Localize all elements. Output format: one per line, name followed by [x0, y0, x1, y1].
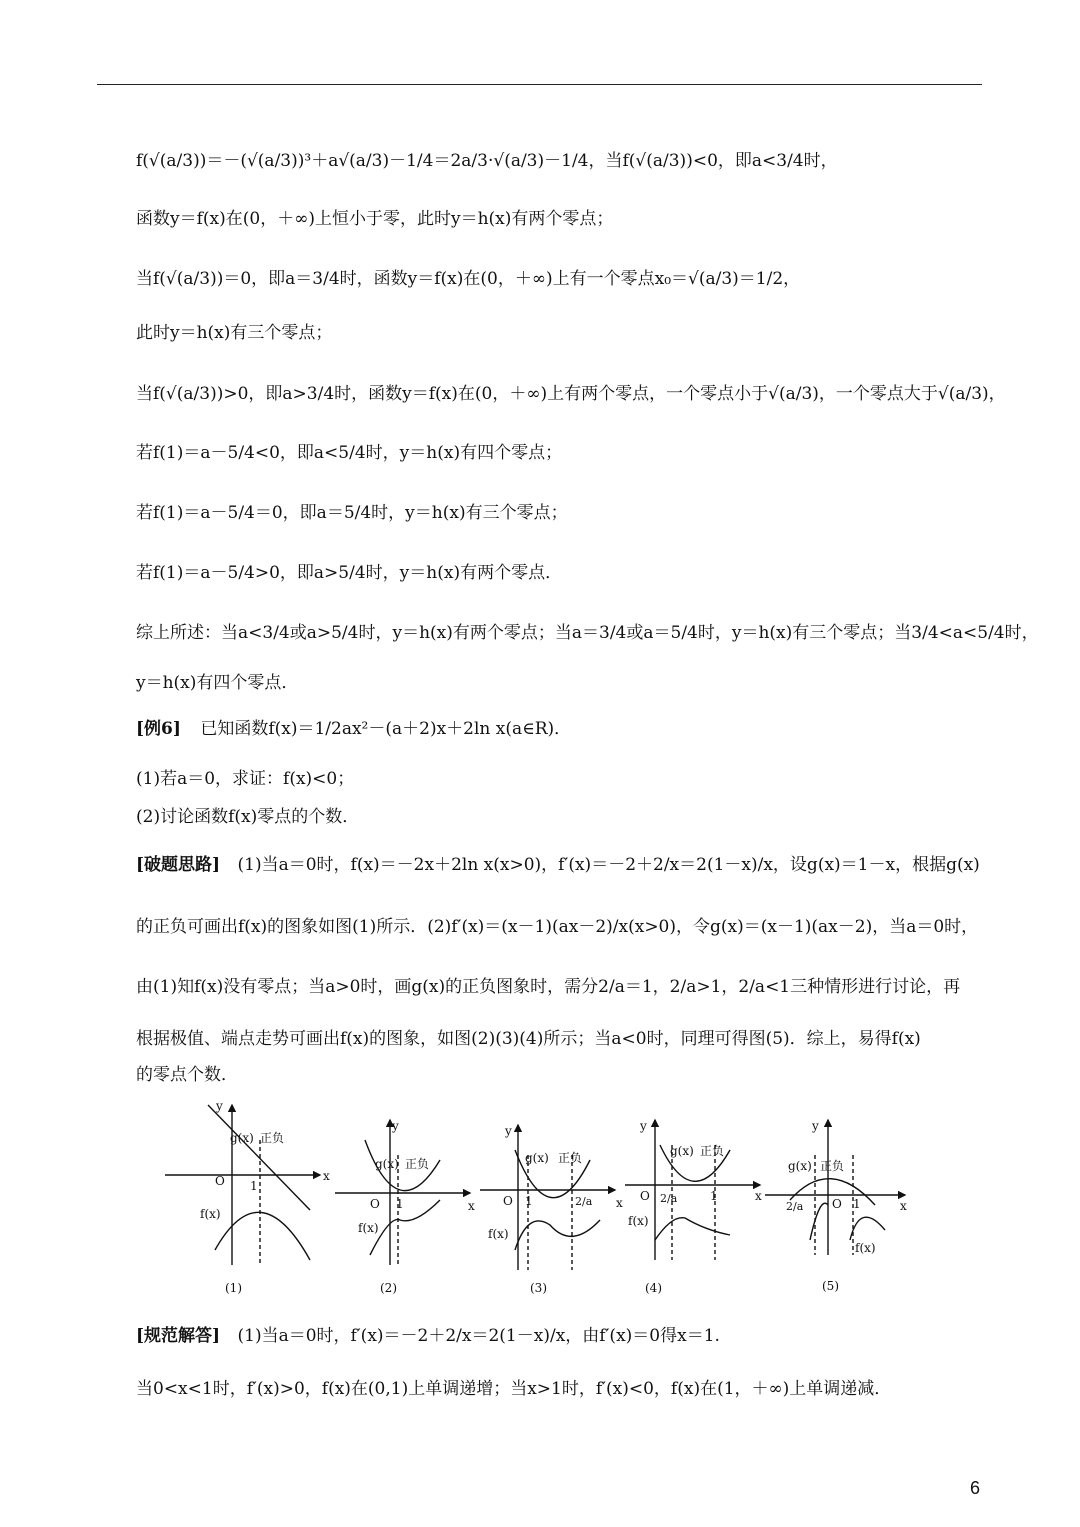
f-label: f(x)	[855, 1241, 876, 1255]
x-axis-label: x	[616, 1196, 623, 1210]
graph-panel-4	[625, 1119, 762, 1295]
origin-label: O	[215, 1174, 225, 1188]
two-over-a-label: 2/a	[786, 1200, 804, 1213]
text-line: y＝h(x)有四个零点．	[136, 673, 299, 693]
one-label: 1	[710, 1189, 718, 1203]
sign-label: 正负	[405, 1157, 430, 1171]
header-rule	[97, 84, 982, 85]
text-line: f(√(a/3))＝－(√(a/3))³＋a√(a/3)－1/4＝2a/3·√(a/3)－1/4，当f(√(a/3))<0，即a<3/4时，	[136, 151, 838, 171]
question-1: (1)若a＝0，求证：f(x)<0；	[136, 769, 355, 789]
graph-panel-3	[480, 1124, 623, 1295]
y-axis-label: y	[812, 1119, 819, 1133]
origin-label: O	[832, 1197, 842, 1211]
example-text: 已知函数f(x)＝1/2ax²－(a＋2)x＋2ln x(a∈R)．	[200, 719, 572, 739]
text-line: 若f(1)＝a－5/4＝0，即a＝5/4时，y＝h(x)有三个零点；	[136, 503, 568, 523]
y-axis-label: y	[640, 1119, 647, 1133]
text-line: 若f(1)＝a－5/4>0，即a>5/4时，y＝h(x)有两个零点．	[136, 563, 563, 583]
f-label: f(x)	[488, 1227, 509, 1241]
two-over-a-label: 2/a	[660, 1192, 678, 1205]
one-label: 1	[525, 1194, 533, 1208]
g-label: g(x)	[670, 1144, 694, 1158]
text-line: 综上所述：当a<3/4或a>5/4时，y＝h(x)有两个零点；当a＝3/4或a＝5/4时，y＝h(x)有三个零点；当3/4<a<5/4时，	[136, 623, 1039, 643]
graph-panel-5	[765, 1119, 907, 1293]
one-label: 1	[853, 1197, 861, 1211]
x-axis-label: x	[323, 1169, 330, 1183]
f-label: f(x)	[628, 1214, 649, 1228]
origin-label: O	[370, 1197, 380, 1211]
graph-panel-1	[165, 1100, 330, 1295]
x-axis-label: x	[755, 1189, 762, 1203]
g-label: g(x)	[230, 1131, 254, 1145]
g-label: g(x)	[375, 1157, 399, 1171]
panel-label: (2)	[380, 1281, 397, 1295]
page-number: 6	[969, 1478, 980, 1498]
sign-label: 正负	[820, 1159, 845, 1173]
solution-text: (1)当a＝0时，f′(x)＝－2＋2/x＝2(1－x)/x，由f′(x)＝0得x＝1.	[237, 1326, 720, 1346]
idea-line: 根据极值、端点走势可画出f(x)的图象，如图(2)(3)(4)所示；当a<0时，同理可得图(5)．综上，易得f(x)	[136, 1029, 921, 1049]
sign-label: 正负	[558, 1151, 583, 1165]
idea-line: 的零点个数．	[136, 1065, 238, 1085]
x-axis-label: x	[900, 1199, 907, 1213]
panel-label: (1)	[225, 1281, 242, 1295]
f-label: f(x)	[358, 1221, 379, 1235]
y-axis-label: y	[216, 1100, 223, 1113]
f-label: f(x)	[200, 1207, 221, 1221]
graph-panel-2	[335, 1119, 475, 1295]
text-line: 此时y＝h(x)有三个零点；	[136, 323, 333, 343]
question-2: (2)讨论函数f(x)零点的个数．	[136, 807, 360, 827]
example-line	[136, 718, 571, 740]
panel-label: (3)	[530, 1281, 547, 1295]
solution-line	[136, 1325, 720, 1347]
idea-line: 由(1)知f(x)没有零点；当a>0时，画g(x)的正负图象时，需分2/a＝1，2/a>1，2/a<1三种情形进行讨论，再	[136, 977, 961, 997]
origin-label: O	[503, 1194, 513, 1208]
function-graphs-figure	[160, 1100, 920, 1300]
g-label: g(x)	[788, 1159, 812, 1173]
idea-label: [破题思路]	[136, 855, 221, 875]
text-line: 若f(1)＝a－5/4<0，即a<5/4时，y＝h(x)有四个零点；	[136, 443, 563, 463]
text-line: 当f(√(a/3))>0，即a>3/4时，函数y＝f(x)在(0，＋∞)上有两个零点，一个零点小于√(a/3)，一个零点大于√(a/3)，	[136, 384, 1006, 404]
y-axis-label: y	[505, 1124, 512, 1138]
two-over-a-label: 2/a	[575, 1195, 593, 1208]
solution-line: 当0<x<1时，f′(x)>0，f(x)在(0,1)上单调递增；当x>1时，f′(x)<0，f(x)在(1，＋∞)上单调递减．	[136, 1379, 892, 1399]
one-label: 1	[250, 1179, 258, 1193]
origin-label: O	[640, 1189, 650, 1203]
idea-line	[136, 854, 980, 876]
g-label: g(x)	[525, 1151, 549, 1165]
solution-label: [规范解答]	[136, 1326, 221, 1346]
idea-line: 的正负可画出f(x)的图象如图(1)所示．(2)f′(x)＝(x－1)(ax－2)/x(x>0)，令g(x)＝(x－1)(ax－2)，当a＝0时，	[136, 917, 979, 937]
panel-label: (5)	[822, 1279, 839, 1293]
example-label: [例6]	[136, 719, 181, 739]
panel-label: (4)	[645, 1281, 662, 1295]
y-axis-label: y	[392, 1119, 399, 1133]
one-label: 1	[396, 1197, 404, 1211]
idea-text: (1)当a＝0时，f(x)＝－2x＋2ln x(x>0)，f′(x)＝－2＋2/x＝2(1－x)/x，设g(x)＝1－x，根据g(x)	[237, 855, 980, 875]
sign-label: 正负	[260, 1131, 285, 1145]
text-line: 函数y＝f(x)在(0，＋∞)上恒小于零，此时y＝h(x)有两个零点；	[136, 209, 614, 229]
sign-label: 正负	[700, 1144, 725, 1158]
text-line: 当f(√(a/3))＝0，即a＝3/4时，函数y＝f(x)在(0，＋∞)上有一个零点x₀＝√(a/3)＝1/2，	[136, 269, 801, 289]
x-axis-label: x	[468, 1199, 475, 1213]
